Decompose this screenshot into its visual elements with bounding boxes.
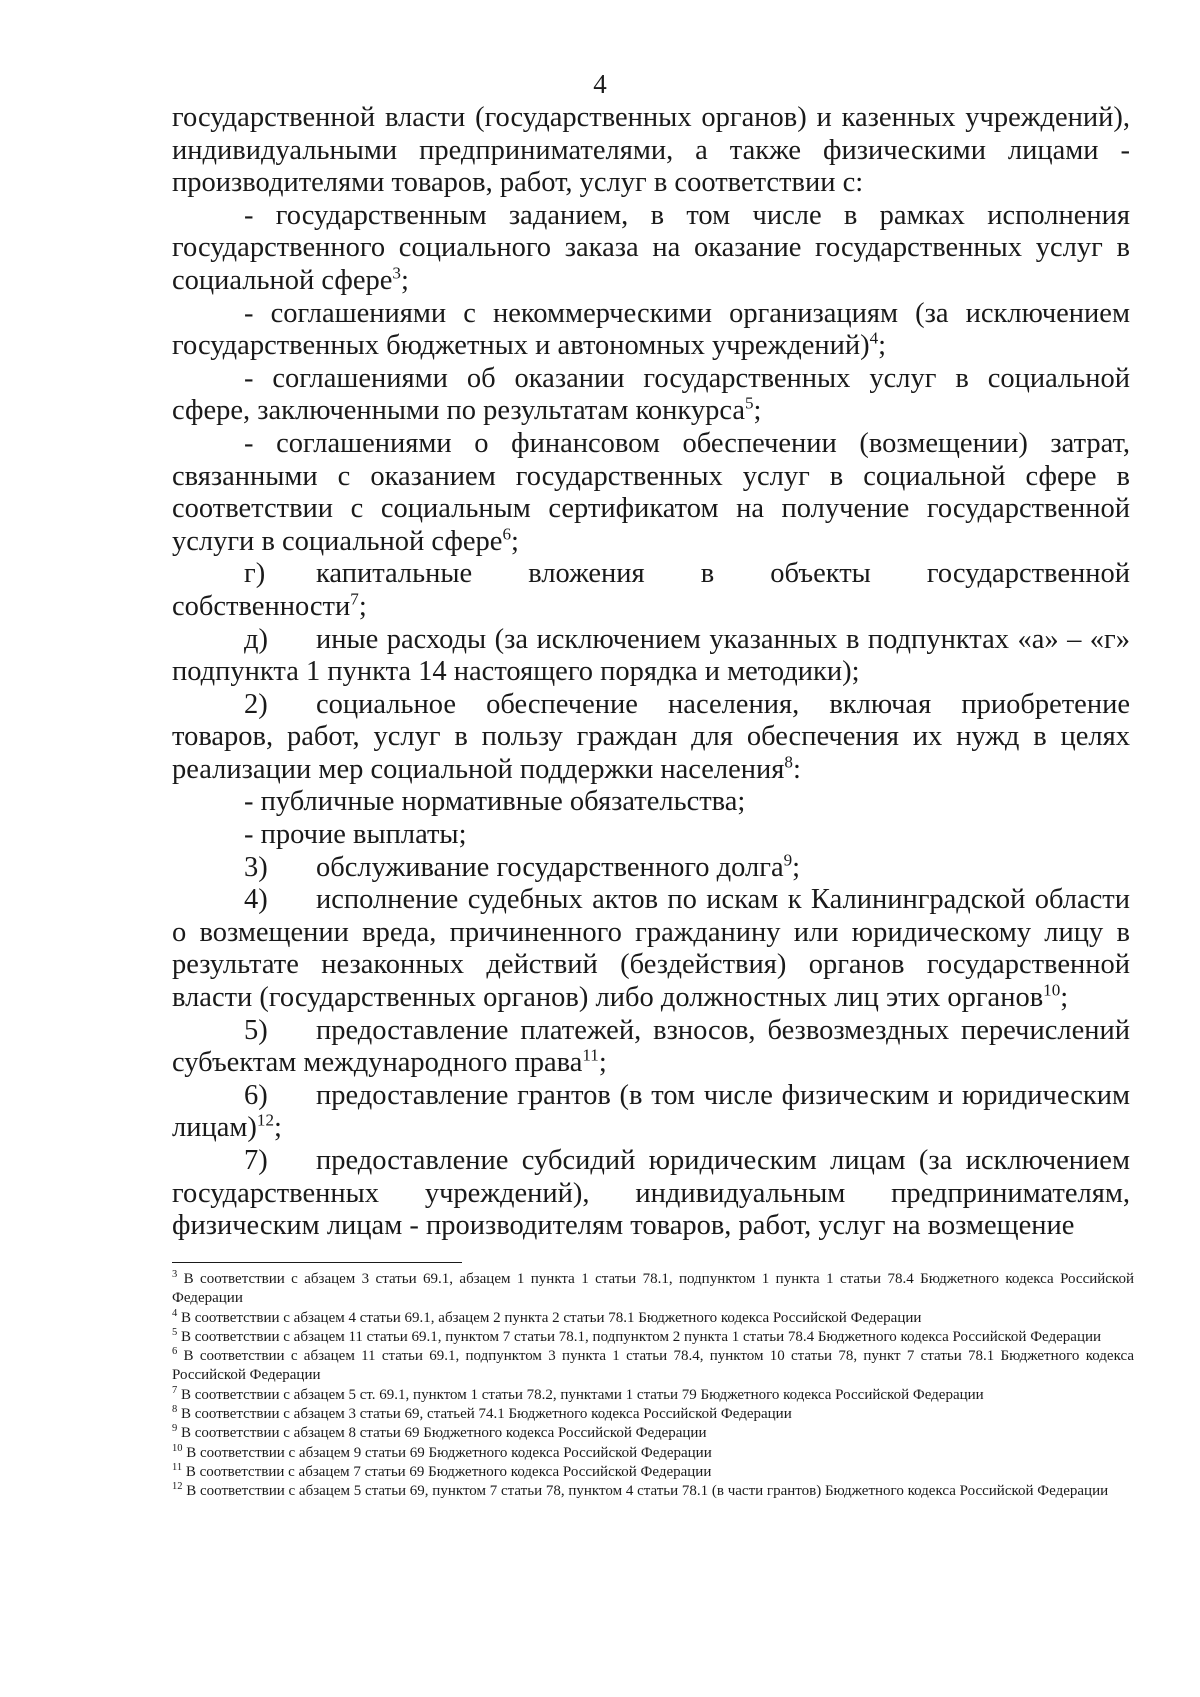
list-marker: д) (244, 623, 268, 655)
footnote-ref: 5 (744, 393, 754, 413)
footnotes (172, 1270, 1134, 1502)
footnote-mark: 9 (172, 1423, 178, 1435)
list-marker: 5) (244, 1014, 268, 1046)
footnote-mark: 6 (172, 1346, 178, 1358)
footnote-mark: 12 (172, 1481, 183, 1493)
footnote-mark: 5 (172, 1326, 178, 1338)
footnote-ref: 11 (582, 1045, 599, 1065)
list-item-3: 3) обслуживание государственного долга$^9$; (244, 850, 801, 883)
list-marker: г) (244, 558, 266, 590)
footnote-ref: 10 (1043, 980, 1061, 1000)
footnote: $^{10}$ В соответствии с абзацем 9 статьи 69 Бюджетного кодекса Российской Федерации (172, 1442, 712, 1461)
footnote-ref: 6 (502, 524, 511, 544)
list-item-7: 7) предоставление субсидий юридическим лицам (за исключением государственных учреждений), индивидуальным предпринимателям, физическим лицам - производителям товаров, работ, услуг на возмещение (172, 1145, 1130, 1242)
footnote-mark: 11 (172, 1461, 183, 1473)
list-item-2: 2) социальное обеспечение населения, включая приобретение товаров, работ, услуг в пользу граждан для обеспечения их нужд в целях реализации мер социальной поддержки населения$^8$: (172, 688, 1130, 785)
paragraph-state-assignment: - государственным заданием, в том числе в рамках исполнения государственного социального заказа на оказание государственных услуг в социальной сфере$^3$; (172, 199, 1130, 296)
footnote-mark: 10 (172, 1442, 183, 1454)
footnote-separator (172, 1262, 462, 1263)
list-item-5: 5) предоставление платежей, взносов, безвозмездных перечислений субъектам международного права$^{11}$; (172, 1014, 1130, 1079)
footnote: $^5$ В соответствии с абзацем 11 статьи 69.1, пунктом 7 статьи 78.1, подпунктом 2 пункта 1 статьи 78.4 Бюджетного кодекса Российской Федерации (172, 1326, 1102, 1345)
main-text (172, 102, 1130, 1243)
list-marker: 4) (244, 884, 268, 916)
footnote-mark: 7 (172, 1384, 178, 1396)
footnote: $^8$ В соответствии с абзацем 3 статьи 69, статьей 74.1 Бюджетного кодекса Российской Федерации (172, 1404, 792, 1423)
footnote: $^{12}$ В соответствии с абзацем 5 статьи 69, пунктом 7 статьи 78, пунктом 4 статьи 78.1 (в части грантов) Бюджетного кодекса Российской Федерации (172, 1481, 1109, 1500)
footnote-mark: 8 (172, 1404, 178, 1416)
footnote: $^{11}$ В соответствии с абзацем 7 статьи 69 Бюджетного кодекса Российской Федерации (172, 1461, 712, 1480)
list-item-6: 6) предоставление грантов (в том числе физическим и юридическим лицам)$^{12}$; (172, 1079, 1130, 1144)
page-number: 4 (593, 69, 607, 99)
footnote-ref: 12 (256, 1110, 274, 1130)
list-marker: 2) (244, 688, 268, 720)
paragraph-continuation: государственной власти (государственных органов) и казенных учреждений), индивидуальными предпринимателями, а также физическими лицами - производителями товаров, работ, услуг в соответствии с: (172, 102, 1130, 199)
paragraph-contest-agreements: - соглашениями об оказании государственных услуг в социальной сфере, заключенными по результатам конкурса$^5$; (172, 362, 1130, 427)
paragraph-financial-agreements: - соглашениями о финансовом обеспечении (возмещении) затрат, связанными с оказанием государственных услуг в социальной сфере в соответствии с социальным сертификатом на получение государственной услуги в социальной сфере$^6$; (172, 427, 1130, 557)
paragraph-nonprofit-agreements: - соглашениями с некоммерческими организациям (за исключением государственных бюджетных и автономных учреждений)$^4$; (172, 297, 1130, 362)
footnote-ref: 9 (783, 850, 793, 870)
footnote: $^9$ В соответствии с абзацем 8 статьи 69 Бюджетного кодекса Российской Федерации (172, 1423, 707, 1442)
footnote-ref: 8 (784, 752, 793, 772)
footnote-ref: 4 (869, 328, 879, 348)
footnote: $^6$ В соответствии с абзацем 11 статьи 69.1, подпунктом 3 пункта 1 статьи 78.4, пунктом 10 статьи 78, пункт 7 статьи 78.1 Бюджетного кодекса Российской Федерации (172, 1346, 1134, 1384)
list-item-d: д) иные расходы (за исключением указанных в подпунктах «а» – «г» подпункта 1 пункта 14 настоящего порядка и методики); (172, 623, 1130, 688)
footnote: $^7$ В соответствии с абзацем 5 ст. 69.1, пунктом 1 статьи 78.2, пунктами 1 статьи 79 Бюджетного кодекса Российской Федерации (172, 1384, 984, 1403)
list-item-g: г) капитальные вложения в объекты государственной собственности$^7$; (172, 558, 1130, 622)
footnote-ref: 3 (392, 263, 401, 283)
footnote-mark: 3 (172, 1269, 178, 1280)
footnote-ref: 7 (350, 589, 359, 609)
list-marker: 7) (244, 1145, 268, 1176)
list-item-4: 4) исполнение судебных актов по искам к Калининградской области о возмещении вреда, причиненного гражданину или юридическому лицу в результате незаконных действий (бездействия) органов государственной власти (государственных органов) либо должностных лиц этих органов$^{10}$; (172, 884, 1130, 1014)
footnote: $^4$ В соответствии с абзацем 4 статьи 69.1, абзацем 2 пункта 2 статьи 78.1 Бюджетного кодекса Российской Федерации (172, 1307, 922, 1326)
footnote-mark: 4 (172, 1307, 178, 1319)
paragraph-public-obligations: - публичные нормативные обязательства; (244, 786, 746, 818)
footnote: $^3$ В соответствии с абзацем 3 статьи 69.1, абзацем 1 пункта 1 статьи 78.1, подпунктом 1 пункта 1 статьи 78.4 Бюджетного кодекса Российской Федерации (172, 1269, 1134, 1307)
list-marker: 6) (244, 1079, 268, 1111)
list-marker: 3) (244, 851, 268, 883)
paragraph-other-payments: - прочие выплаты; (244, 819, 467, 851)
